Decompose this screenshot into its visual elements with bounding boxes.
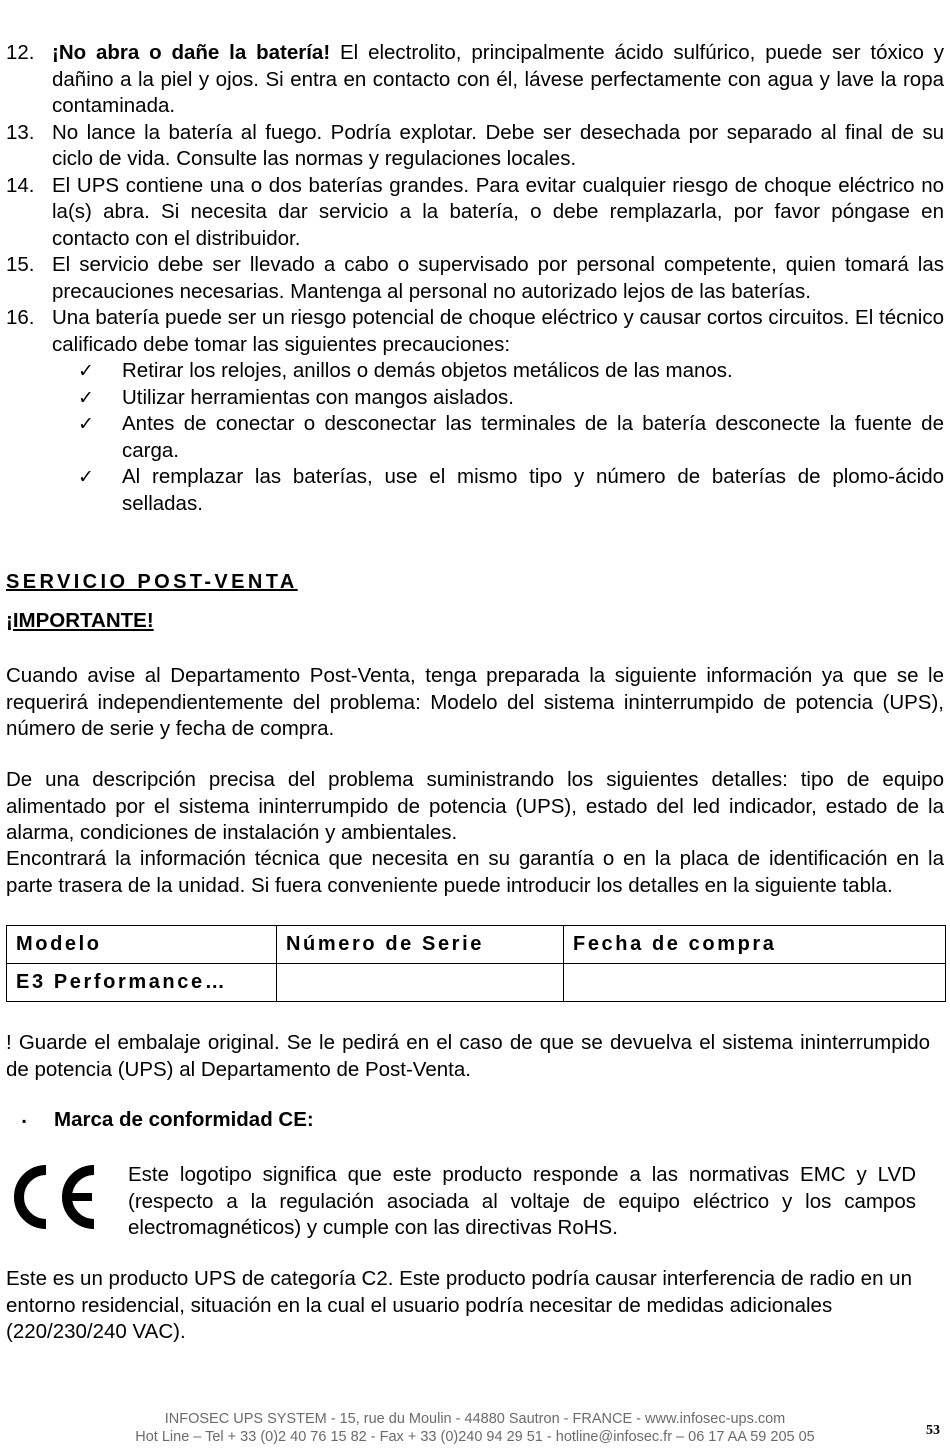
checklist-text: Utilizar herramientas con mangos aislados. xyxy=(122,385,514,409)
table-row xyxy=(7,964,946,1002)
page-footer xyxy=(0,1410,950,1446)
purchase-info-table xyxy=(6,925,946,1002)
checklist-item xyxy=(6,464,944,517)
paragraph-problem-details: De una descripción precisa del problema suministrando los siguientes detalles: tipo de equipo alimentado por el sistema ininterrumpido de potencia (UPS), estado del led indicador, estado de la alarma, condiciones de instalación y ambientales. xyxy=(6,768,944,844)
item-number: 14. xyxy=(6,173,35,197)
footer-contact: Hot Line – Tel + 33 (0)2 40 76 15 82 - Fax + 33 (0)240 94 29 51 - hotline@infosec.fr – 06 17 AA 59 205 05 xyxy=(135,1429,815,1445)
item-text: Una batería puede ser un riesgo potencial de choque eléctrico y causar cortos circuitos. El técnico calificado debe tomar las siguientes precauciones: xyxy=(52,306,944,356)
item-number: 15. xyxy=(6,253,35,276)
check-icon: ✓ xyxy=(78,413,94,435)
checklist-item xyxy=(6,385,944,412)
square-bullet-icon: ▪ xyxy=(22,1114,27,1128)
table-header-cell: Número de Serie xyxy=(277,926,564,964)
checklist-text: Antes de conectar o desconectar las terminales de la batería desconecte la fuente de carga. xyxy=(122,412,944,462)
checklist-item xyxy=(6,411,944,464)
paragraph-keep-packaging: ! Guarde el embalaje original. Se le pedirá en el caso de que se devuelva el sistema ininterrumpido de potencia (UPS) al Departamento de Post-Venta. xyxy=(6,1031,930,1081)
list-item-12 xyxy=(6,40,944,120)
table-header-row xyxy=(7,926,946,964)
check-icon: ✓ xyxy=(78,360,94,382)
checklist-text: Retirar los relojes, anillos o demás objetos metálicos de las manos. xyxy=(122,359,733,382)
item-text: El UPS contiene una o dos baterías grandes. Para evitar cualquier riesgo de choque eléctrico no la(s) abra. Si necesita dar servicio a la batería, o debe remplazarla, por favor póngase en contacto con el distribuidor. xyxy=(52,173,944,250)
footer-address: INFOSEC UPS SYSTEM - 15, rue du Moulin - 44880 Sautron - FRANCE - www.infosec-ups.com xyxy=(164,1411,786,1427)
table-header-cell: Modelo xyxy=(7,926,277,964)
ce-heading: Marca de conformidad CE: xyxy=(54,1108,314,1131)
paragraph-c2-category: Este es un producto UPS de categoría C2. Este producto podría causar interferencia de radio en un entorno residencial, situación en la cual el usuario podría necesitar de medidas adicionales (220/230/240 VAC). xyxy=(6,1267,912,1343)
ce-description: Este logotipo significa que este producto responde a las normativas EMC y LVD (respecto a la regulación asociada al voltaje de equipo eléctrico y los campos electromagnéticos) y cumple con las directivas RoHS. xyxy=(128,1163,916,1239)
list-item-14 xyxy=(6,173,944,253)
item-text: No lance la batería al fuego. Podría explotar. Debe ser desechada por separado al final de su ciclo de vida. Consulte las normas y regulaciones locales. xyxy=(52,120,944,170)
checklist-text: Al remplazar las baterías, use el mismo tipo y número de baterías de plomo-ácido selladas. xyxy=(122,465,944,515)
table-header-cell: Fecha de compra xyxy=(564,926,946,964)
service-heading: SERVICIO POST-VENTA xyxy=(6,571,298,593)
item-text: El electrolito, principalmente ácido sulfúrico, puede ser tóxico y dañino a la piel y ojos. Si entra en contacto con él, lávese perfectamente con agua y lave la ropa contaminada. xyxy=(52,41,945,117)
item-number: 13. xyxy=(6,120,35,144)
paragraph-technical-info: Encontrará la información técnica que necesita en su garantía o en la placa de identificación en la parte trasera de la unidad. Si fuera conveniente puede introducir los detalles en la siguiente tabla. xyxy=(6,847,944,897)
list-item-13 xyxy=(6,120,944,173)
item-text: El servicio debe ser llevado a cabo o supervisado por personal competente, quien tomará las precauciones necesarias. Mantenga al personal no autorizado lejos de las baterías. xyxy=(52,253,944,303)
item-number: 16. xyxy=(6,306,35,329)
check-icon: ✓ xyxy=(78,466,94,488)
important-heading: ¡IMPORTANTE! xyxy=(6,609,154,632)
paragraph-contact-info: Cuando avise al Departamento Post-Venta, tenga preparada la siguiente información ya que se le requerirá independientemente del problema: Modelo del sistema ininterrumpido de potencia (UPS), número de serie y fecha de compra. xyxy=(6,664,944,740)
table-cell xyxy=(277,964,564,1002)
item-bold-warning: ¡No abra o dañe la batería! xyxy=(52,41,331,64)
list-item-16 xyxy=(6,305,944,517)
table-cell: E3 Performance… xyxy=(7,964,277,1002)
battery-safety-list xyxy=(6,40,944,517)
checklist-item xyxy=(6,358,944,385)
precautions-checklist xyxy=(52,358,944,517)
check-icon: ✓ xyxy=(78,386,94,409)
table-cell xyxy=(564,964,946,1002)
list-item-15 xyxy=(6,252,944,305)
page-number: 53 xyxy=(926,1423,940,1438)
ce-logo-icon xyxy=(10,1164,100,1230)
item-number: 12. xyxy=(6,41,35,64)
